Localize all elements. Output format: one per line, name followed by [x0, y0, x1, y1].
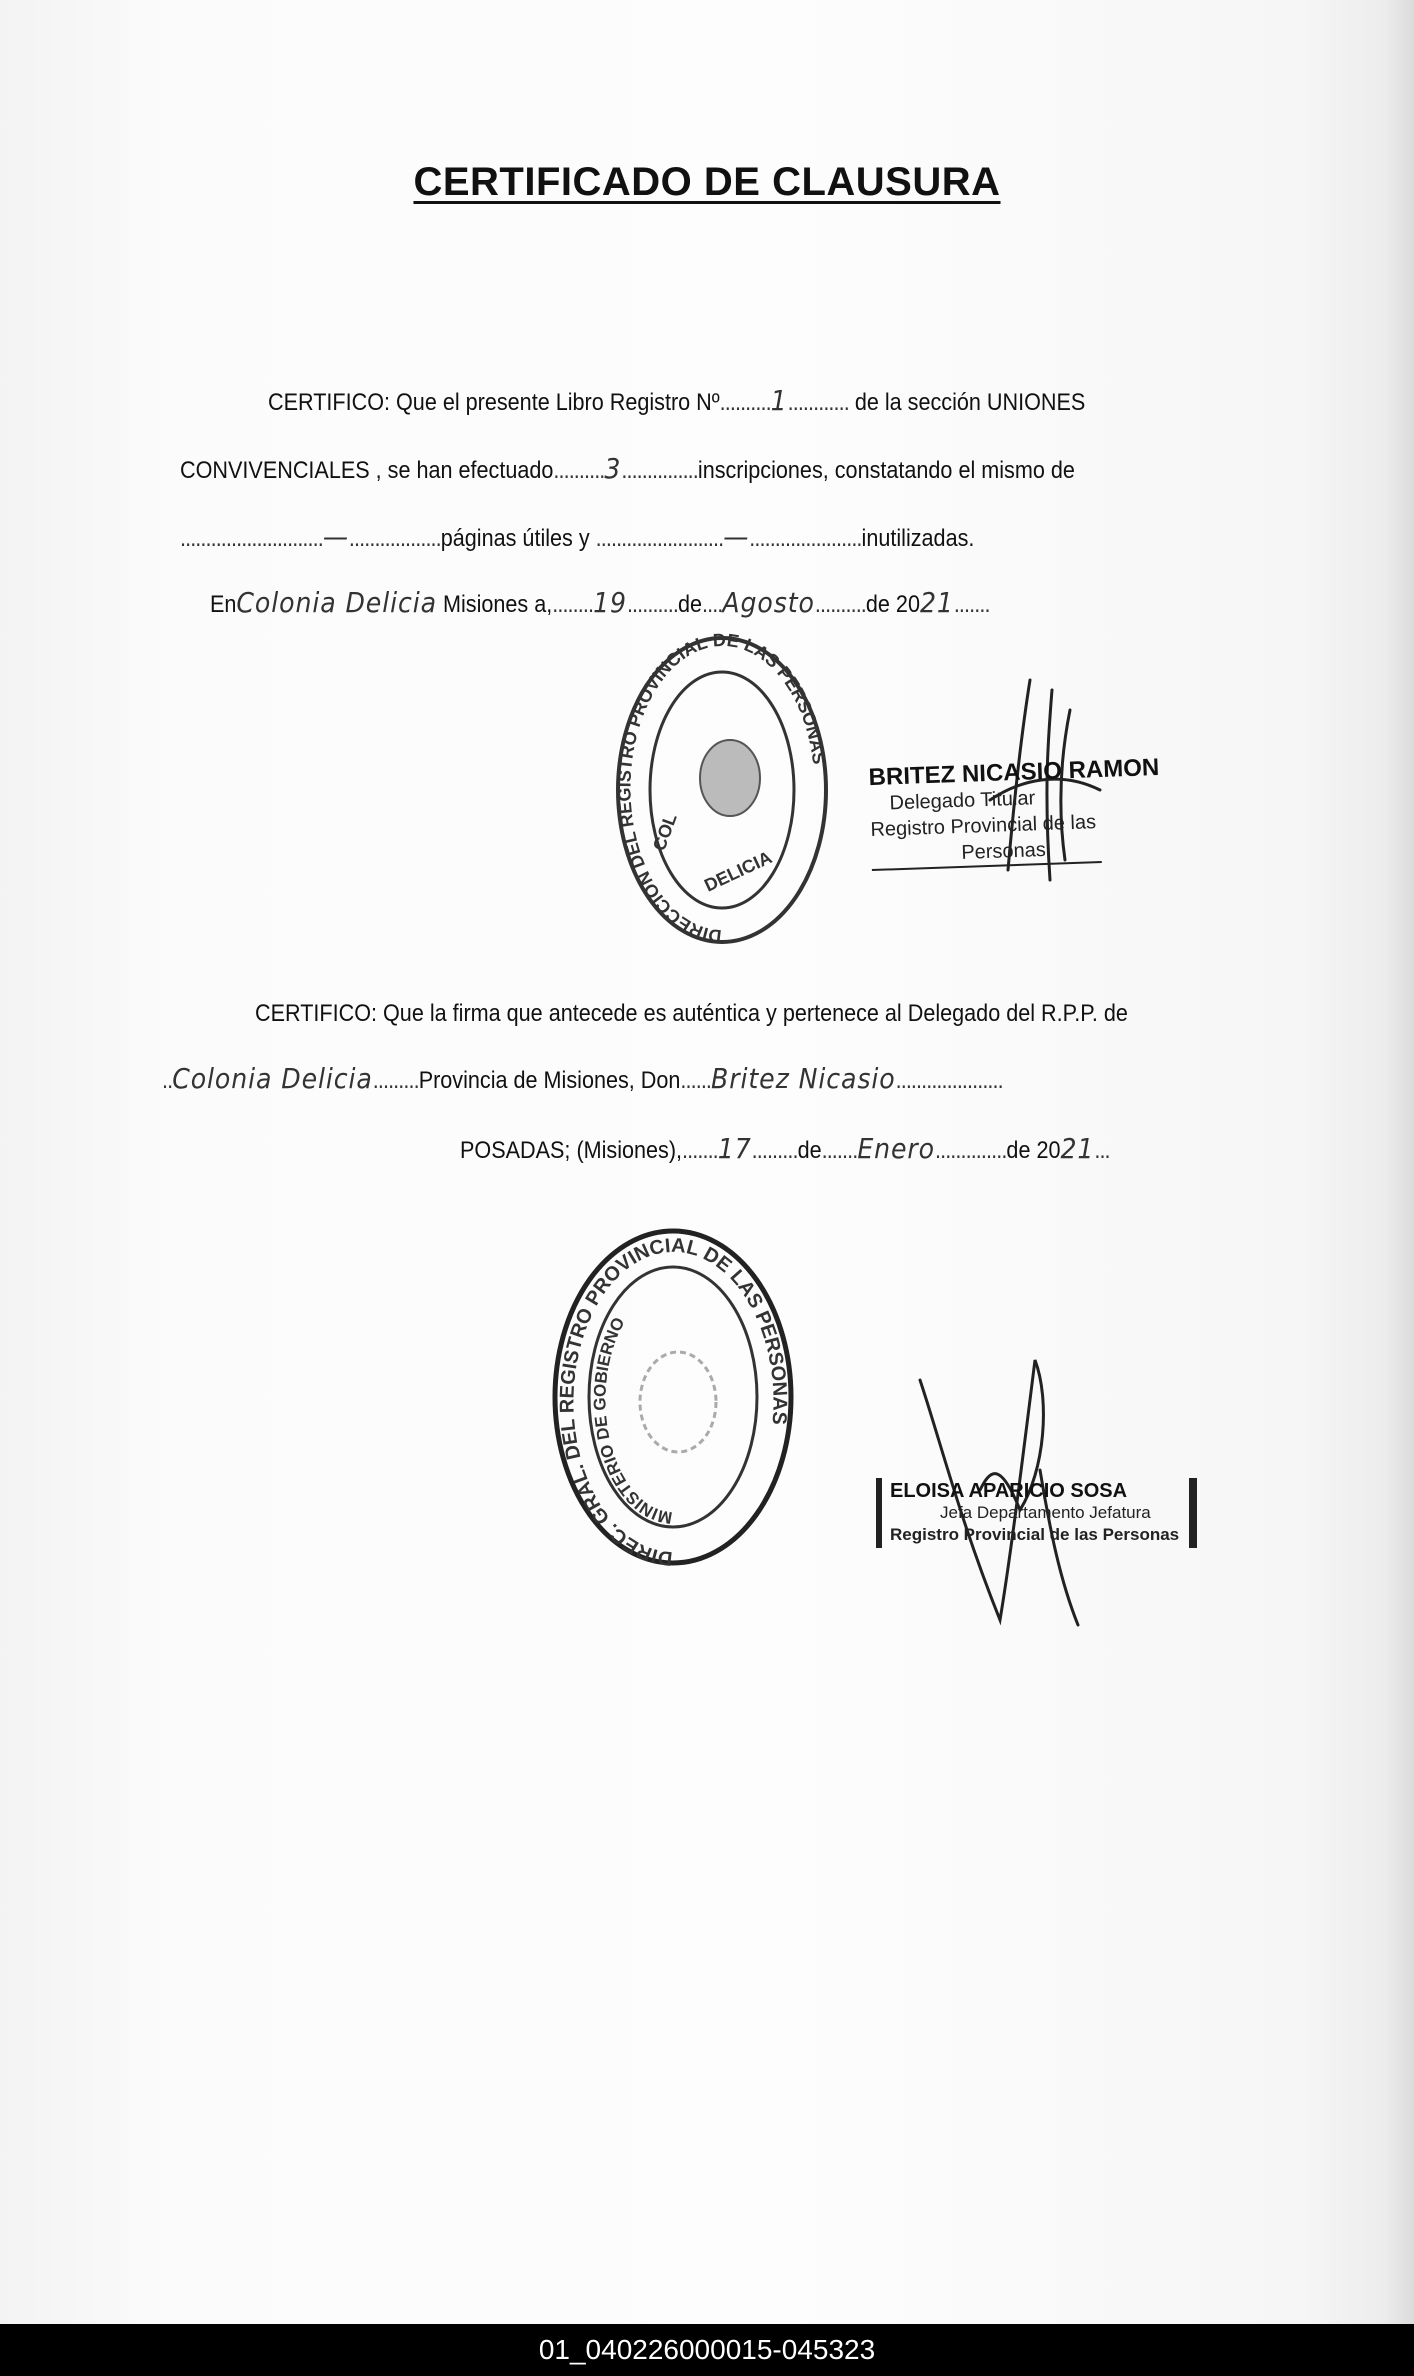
para1-line3: ............................—..................páginas útiles y .........................—......................inutilizadas.	[180, 520, 975, 553]
svg-text:MINISTERIO DE GOBIERNO	[590, 1314, 673, 1527]
para1-line2: CONVIVENCIALES , se han efectuado..........3...............inscripciones, constatando el mismo de	[180, 452, 1075, 485]
seal2-emblem	[640, 1352, 716, 1452]
month2-handwritten: Enero	[857, 1132, 936, 1165]
seal2-inner-text: MINISTERIO DE GOBIERNO	[590, 1314, 674, 1528]
signature-2-stamp: ELOISA APARICIO SOSA Jefa Departamento Jefatura Registro Provincial de las Personas	[876, 1478, 1197, 1548]
ministry-seal-icon	[548, 1222, 798, 1572]
para1-line1: CERTIFICO: Que el presente Libro Registro Nº..........1............ de la sección UNIONES	[268, 384, 1086, 417]
scan-edge-shadow	[1384, 0, 1414, 2324]
day2-handwritten: 17	[717, 1132, 752, 1165]
paginas-utiles: —	[322, 520, 349, 553]
para2-line2: ..Colonia Delicia.........Provincia de Misiones, Don......Britez Nicasio.....................	[162, 1062, 1003, 1095]
document-title: CERTIFICADO DE CLAUSURA	[413, 160, 1001, 204]
seal2-ring-text: DIREC. GRAL. DEL REGISTRO PROVINCIAL DE LAS PERSONAS	[556, 1234, 791, 1570]
para2-line1: CERTIFICO: Que la firma que antecede es auténtica y pertenece al Delegado del R.P.P. de	[255, 1000, 1128, 1027]
seal1-inner-text-1: COL	[648, 810, 681, 854]
locality-handwritten: Colonia Delicia	[172, 1062, 373, 1095]
don-name-handwritten: Britez Nicasio	[711, 1062, 896, 1095]
scan-id-footer: 01_040226000015-045323	[0, 2324, 1414, 2376]
month-handwritten: Agosto	[722, 586, 815, 619]
para1-line4-date: EnColonia Delicia Misiones a,........19..........de....Agosto..........de 2021.......	[210, 586, 990, 619]
year2-handwritten: 21	[1060, 1132, 1095, 1165]
paginas-inutilizadas: —	[723, 520, 750, 553]
year-handwritten: 21	[919, 586, 954, 619]
day-handwritten: 19	[593, 586, 627, 619]
seal1-emblem	[700, 740, 760, 816]
seal1-ring-text: DIRECCION DEL REGISTRO PROVINCIAL DE LAS PERSONAS	[614, 630, 830, 947]
para2-line3-date: POSADAS; (Misiones),.......17.........de.......Enero..............de 2021...	[460, 1132, 1110, 1165]
provincial-registry-seal-icon	[612, 630, 832, 950]
seal1-inner-text-2: DELICIA	[701, 847, 775, 896]
signature-1-stamp: BRITEZ NICASIO RAMON Delegado Titular Registro Provincial de las Personas	[868, 755, 1162, 871]
place-handwritten: Colonia Delicia	[236, 586, 437, 619]
libro-number: 1	[770, 384, 788, 417]
inscripciones-count: 3	[604, 452, 622, 485]
